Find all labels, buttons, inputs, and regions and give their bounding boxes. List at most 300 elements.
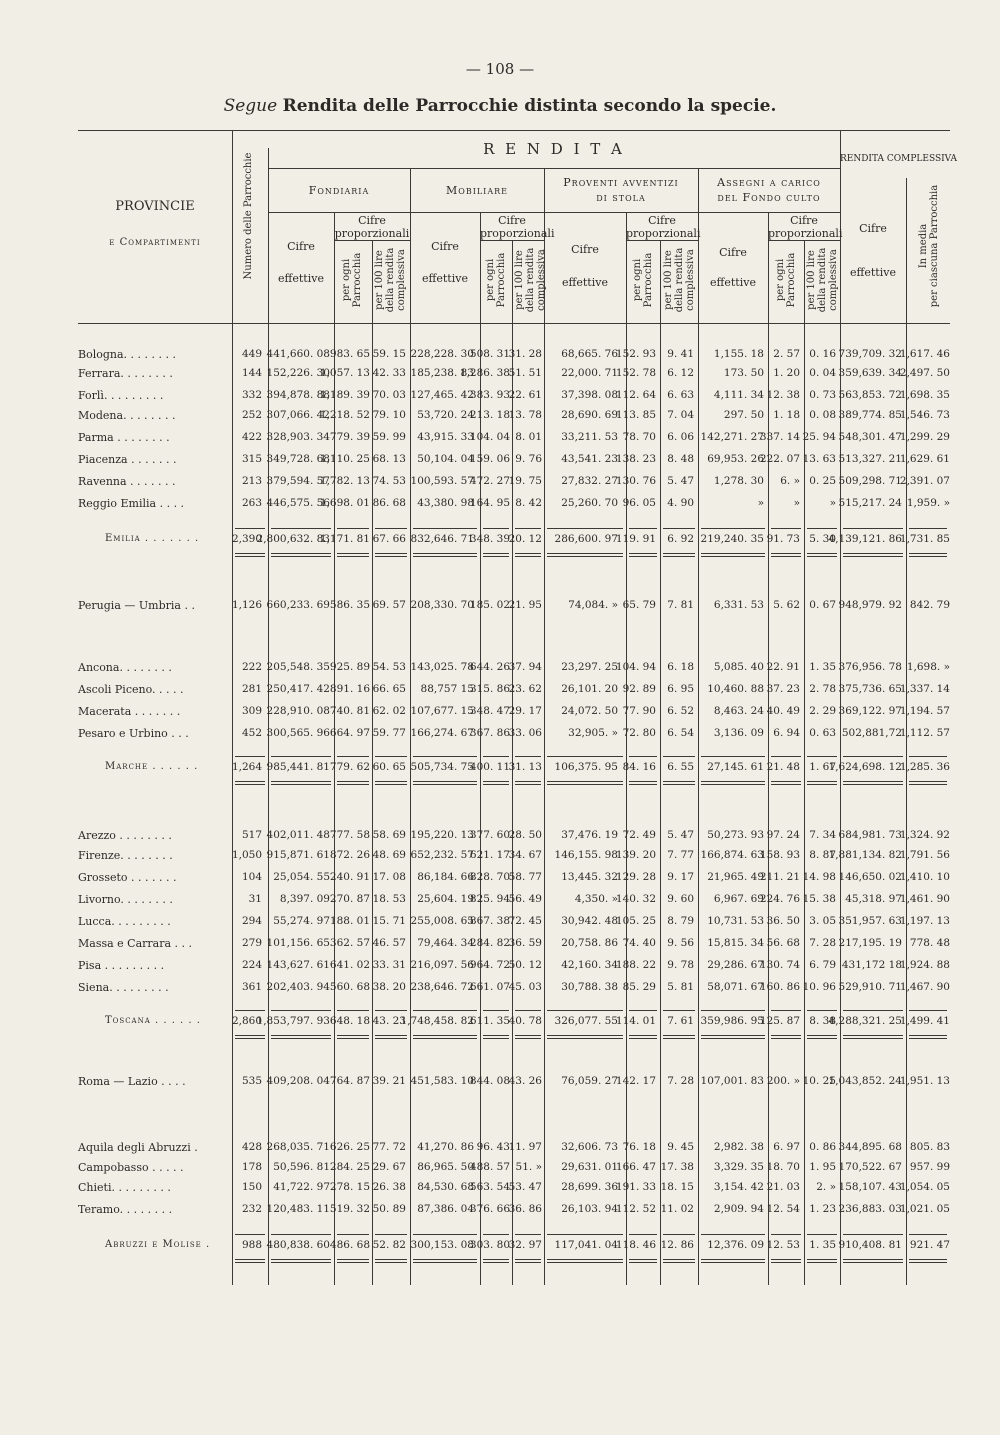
- table-cell: 37,398. 08: [561, 389, 618, 401]
- table-cell: 9. 45: [667, 1141, 694, 1153]
- table-cell: 224. 76: [759, 893, 800, 905]
- table-cell: 41,270. 86: [417, 1141, 474, 1153]
- table-cell: 1. 18: [773, 409, 800, 421]
- table-cell: 1,043,852. 24: [828, 1075, 902, 1087]
- table-cell: 97. 24: [766, 829, 800, 841]
- table-cell: 452: [241, 727, 262, 739]
- table-cell: 6,331. 53: [713, 599, 764, 611]
- table-cell: 53,720. 24: [417, 409, 474, 421]
- table-cell: 15. 71: [372, 915, 406, 927]
- table-cell: 7. 61: [667, 1015, 694, 1027]
- table-cell: 23,297. 25: [561, 661, 618, 673]
- table-cell: 832,646. 71: [410, 533, 474, 545]
- table-cell: 139. 20: [615, 849, 656, 861]
- table-cell: 6. 97: [773, 1141, 800, 1153]
- table-cell: 252: [241, 409, 262, 421]
- table-cell: 7. 81: [667, 599, 694, 611]
- table-cell: 9. 17: [667, 871, 694, 883]
- table-cell: 779. 62: [329, 761, 370, 773]
- table-cell: 2,800,632. 83: [256, 533, 330, 545]
- table-cell: 315. 86: [469, 683, 510, 695]
- table-cell: 278. 15: [329, 1181, 370, 1193]
- table-cell: 42,160. 34: [561, 959, 618, 971]
- table-cell: 1. 20: [773, 367, 800, 379]
- province-row-label: Ferrara. . . . . . . .: [78, 367, 173, 380]
- table-cell: 33. 31: [372, 959, 406, 971]
- province-row-label: Pesaro e Urbino . . .: [78, 727, 189, 740]
- table-cell: 1,499. 41: [899, 1015, 950, 1027]
- table-cell: 6. 92: [667, 533, 694, 545]
- table-cell: 112. 52: [615, 1203, 656, 1215]
- table-cell: 125. 87: [759, 1015, 800, 1027]
- table-cell: 53. 47: [508, 1181, 542, 1193]
- table-cell: 222: [241, 661, 262, 673]
- table-cell: 486. 68: [329, 1239, 370, 1251]
- table-cell: 1. 35: [809, 661, 836, 673]
- table-cell: 152. 78: [615, 367, 656, 379]
- table-cell: 12. 38: [766, 389, 800, 401]
- table-cell: 270. 87: [329, 893, 370, 905]
- table-cell: 50. 12: [508, 959, 542, 971]
- table-cell: 957. 99: [909, 1161, 950, 1173]
- table-cell: 224: [241, 959, 262, 971]
- table-cell: 344,895. 68: [838, 1141, 902, 1153]
- table-cell: 92. 89: [622, 683, 656, 695]
- title-continuation: Segue: [223, 96, 278, 116]
- table-cell: 964. 72: [469, 959, 510, 971]
- table-cell: 1,197. 13: [899, 915, 950, 927]
- table-cell: 28,690. 69: [561, 409, 618, 421]
- table-cell: 7. 28: [667, 1075, 694, 1087]
- table-cell: 18. 53: [372, 893, 406, 905]
- table-cell: 118. 46: [615, 1239, 656, 1251]
- table-cell: 46. 57: [372, 937, 406, 949]
- table-cell: 842. 79: [909, 599, 950, 611]
- table-cell: 6. 79: [809, 959, 836, 971]
- table-cell: 32,606. 73: [561, 1141, 618, 1153]
- table-cell: 15,815. 34: [707, 937, 764, 949]
- province-row-label: Ascoli Piceno. . . . .: [78, 683, 184, 696]
- table-cell: 513,327. 21: [838, 453, 902, 465]
- header-numero-parrocchie: Numero delle Parrocchie: [243, 152, 254, 280]
- table-cell: 86,184. 66: [417, 871, 474, 883]
- table-cell: 25,604. 19: [417, 893, 474, 905]
- table-cell: 232: [241, 1203, 262, 1215]
- table-cell: 117,041. 04: [554, 1239, 618, 1251]
- table-cell: 72. 80: [622, 727, 656, 739]
- table-cell: 59. 99: [372, 431, 406, 443]
- table-cell: 13. 78: [508, 409, 542, 421]
- table-cell: 1,698. 01: [319, 497, 370, 509]
- table-cell: 279: [241, 937, 262, 949]
- table-cell: 779. 39: [329, 431, 370, 443]
- table-cell: 1. 35: [809, 1239, 836, 1251]
- table-cell: 142,271. 27: [700, 431, 764, 443]
- table-cell: 563. 54: [469, 1181, 510, 1193]
- table-cell: 33. 06: [508, 727, 542, 739]
- table-cell: 348. 39: [469, 533, 510, 545]
- table-cell: 777. 58: [329, 829, 370, 841]
- table-cell: 2,390: [231, 533, 262, 545]
- table-cell: 1,050: [231, 849, 262, 861]
- table-cell: 86,965. 50: [417, 1161, 474, 1173]
- table-cell: 2,860: [231, 1015, 262, 1027]
- province-row-label: Bologna. . . . . . . .: [78, 348, 176, 361]
- table-cell: 1,624,698. 12: [828, 761, 902, 773]
- table-cell: 1,324. 92: [899, 829, 950, 841]
- table-cell: 284. 82: [469, 937, 510, 949]
- table-cell: 844. 08: [469, 1075, 510, 1087]
- table-cell: 263: [241, 497, 262, 509]
- table-cell: 45. 03: [508, 981, 542, 993]
- table-cell: 383. 93: [469, 389, 510, 401]
- table-cell: 517: [241, 829, 262, 841]
- province-row-label: Perugia — Umbria . .: [78, 599, 195, 612]
- table-cell: 12. 86: [660, 1239, 694, 1251]
- table-cell: 62. 02: [372, 705, 406, 717]
- province-row-label: Lucca. . . . . . . . .: [78, 915, 171, 928]
- table-cell: 428: [241, 1141, 262, 1153]
- table-cell: 2,391. 07: [899, 475, 950, 487]
- table-cell: 15. 38: [802, 893, 836, 905]
- table-cell: 18. 15: [660, 1181, 694, 1193]
- table-cell: 9. 41: [667, 348, 694, 360]
- table-cell: 27,145. 61: [707, 761, 764, 773]
- table-cell: 925. 89: [329, 661, 370, 673]
- table-cell: 1,629. 61: [899, 453, 950, 465]
- table-cell: 297. 50: [723, 409, 764, 421]
- province-row-label: Pisa . . . . . . . . .: [78, 959, 165, 972]
- table-cell: 0. 25: [809, 475, 836, 487]
- province-row-label: Ancona. . . . . . . .: [78, 661, 172, 674]
- table-cell: 9. 60: [667, 893, 694, 905]
- table-cell: 472. 27: [469, 475, 510, 487]
- table-cell: 18. 70: [766, 1161, 800, 1173]
- header-assegni: Assegni a carico: [717, 176, 821, 189]
- table-cell: 22. 61: [508, 389, 542, 401]
- table-cell: 77. 72: [372, 1141, 406, 1153]
- title-text: Rendita delle Parrocchie distinta secondo la specie.: [282, 96, 777, 116]
- table-cell: 56. 68: [766, 937, 800, 949]
- table-cell: 1,155. 18: [713, 348, 764, 360]
- table-cell: 5,085. 40: [713, 661, 764, 673]
- table-cell: 1,698. »: [906, 661, 950, 673]
- table-cell: 41,722. 97: [273, 1181, 330, 1193]
- table-cell: 222. 07: [759, 453, 800, 465]
- table-cell: 309: [241, 705, 262, 717]
- province-row-label: Reggio Emilia . . . .: [78, 497, 185, 510]
- table-cell: 36. 59: [508, 937, 542, 949]
- header-prop-mobiliare: Cifre proporzionali: [480, 214, 555, 240]
- header-rendita: R E N D I T A: [483, 140, 625, 158]
- table-cell: 1,698. 35: [899, 389, 950, 401]
- header-effettive-fondiaria: effettive: [278, 272, 324, 285]
- table-cell: 50,273. 93: [707, 829, 764, 841]
- table-cell: 6. 12: [667, 367, 694, 379]
- table-cell: 389,774. 85: [838, 409, 902, 421]
- table-cell: 52. 82: [372, 1239, 406, 1251]
- table-cell: 375,736. 65: [838, 683, 902, 695]
- table-cell: 13. 63: [802, 453, 836, 465]
- table-cell: 144: [241, 367, 262, 379]
- table-cell: 91. 73: [766, 533, 800, 545]
- table-cell: 58,071. 67: [707, 981, 764, 993]
- table-cell: 12. 54: [766, 1203, 800, 1215]
- table-cell: 1,853,797. 93: [256, 1015, 330, 1027]
- table-cell: 37. 94: [508, 661, 542, 673]
- table-cell: 529,910. 71: [838, 981, 902, 993]
- table-cell: 10. 25: [802, 1075, 836, 1087]
- table-cell: 300,153. 08: [410, 1239, 474, 1251]
- header-media-parrocchia: In media per ciascuna Parrocchia: [918, 184, 940, 308]
- province-row-label: Macerata . . . . . . .: [78, 705, 181, 718]
- table-cell: 238,646. 72: [410, 981, 474, 993]
- table-cell: 107,001. 83: [700, 1075, 764, 1087]
- table-cell: 29,286. 67: [707, 959, 764, 971]
- table-cell: 240. 91: [329, 871, 370, 883]
- table-cell: 509,298. 71: [838, 475, 902, 487]
- table-cell: 66. 65: [372, 683, 406, 695]
- header-per100-mobiliare: per 100 lire della rendita complessiva: [514, 247, 547, 313]
- table-cell: 21. 03: [766, 1181, 800, 1193]
- table-cell: 29,631. 01: [561, 1161, 618, 1173]
- header-effettive-complessiva: effettive: [850, 266, 896, 279]
- table-cell: 22,000. 71: [561, 367, 618, 379]
- table-cell: 127,465. 42: [410, 389, 474, 401]
- table-cell: 0. 04: [809, 367, 836, 379]
- province-row-label: Modena. . . . . . . .: [78, 409, 176, 422]
- table-cell: 1,286. 38: [459, 367, 510, 379]
- table-cell: 55,274. 97: [273, 915, 330, 927]
- table-cell: 32. 97: [508, 1239, 542, 1251]
- table-cell: 22. 91: [766, 661, 800, 673]
- table-cell: 159. 06: [469, 453, 510, 465]
- province-row-label: Forlì. . . . . . . . .: [78, 389, 164, 402]
- table-cell: 43. 23: [372, 1015, 406, 1027]
- table-cell: 828. 70: [469, 871, 510, 883]
- table-cell: 377. 60: [469, 829, 510, 841]
- table-cell: 286,600. 97: [554, 533, 618, 545]
- table-cell: 367. 86: [469, 727, 510, 739]
- table-cell: 0. 67: [809, 599, 836, 611]
- table-cell: 394,878. 88: [266, 389, 330, 401]
- table-cell: 6. 63: [667, 389, 694, 401]
- table-cell: 9. 56: [667, 937, 694, 949]
- table-cell: 337. 14: [759, 431, 800, 443]
- table-cell: 21. 48: [766, 761, 800, 773]
- table-cell: 112. 64: [615, 389, 656, 401]
- table-cell: 45,318. 97: [845, 893, 902, 905]
- province-row-label: Campobasso . . . . .: [78, 1161, 184, 1174]
- table-cell: 104: [241, 871, 262, 883]
- table-cell: 236,883. 03: [838, 1203, 902, 1215]
- table-cell: 130. 76: [615, 475, 656, 487]
- table-cell: 10,460. 88: [707, 683, 764, 695]
- table-cell: 68. 13: [372, 453, 406, 465]
- table-cell: 1,057. 13: [319, 367, 370, 379]
- table-cell: 67. 66: [372, 533, 406, 545]
- table-cell: 19. 75: [508, 475, 542, 487]
- table-cell: 502,881,72: [841, 727, 902, 739]
- table-cell: 195,220. 13: [410, 829, 474, 841]
- table-cell: 7. 77: [667, 849, 694, 861]
- table-cell: 166,274. 67: [410, 727, 474, 739]
- province-row-label: Chieti. . . . . . . . .: [78, 1181, 171, 1194]
- table-cell: 219,240. 35: [700, 533, 764, 545]
- table-cell: 739,709. 32: [838, 348, 902, 360]
- table-cell: 369,122. 97: [838, 705, 902, 717]
- table-cell: 79. 10: [372, 409, 406, 421]
- table-cell: 6. 06: [667, 431, 694, 443]
- table-cell: 3. 05: [809, 915, 836, 927]
- table-cell: 1,189. 39: [319, 389, 370, 401]
- table-cell: 0. 08: [809, 409, 836, 421]
- table-cell: 43,915. 33: [417, 431, 474, 443]
- table-cell: 17. 08: [372, 871, 406, 883]
- table-cell: 213: [241, 475, 262, 487]
- table-cell: 1,285. 36: [899, 761, 950, 773]
- header-prop-proventi: Cifre proporzionali: [626, 214, 701, 240]
- table-cell: 2. 78: [809, 683, 836, 695]
- table-cell: 449: [241, 348, 262, 360]
- table-cell: 14. 98: [802, 871, 836, 883]
- table-cell: 8,463. 24: [713, 705, 764, 717]
- province-row-label: Arezzo . . . . . . . .: [78, 829, 172, 842]
- table-cell: 59. 15: [372, 348, 406, 360]
- table-cell: 985,441. 81: [266, 761, 330, 773]
- table-cell: 11. 97: [508, 1141, 542, 1153]
- table-cell: 12. 53: [766, 1239, 800, 1251]
- table-cell: 70. 03: [372, 389, 406, 401]
- table-cell: 8,397. 09: [279, 893, 330, 905]
- table-cell: 652,232. 57: [410, 849, 474, 861]
- table-cell: 25. 94: [802, 431, 836, 443]
- table-cell: 548,301. 47: [838, 431, 902, 443]
- table-cell: 563,853. 72: [838, 389, 902, 401]
- header-cifre-assegni: Cifre: [719, 246, 747, 259]
- table-cell: 138. 23: [615, 453, 656, 465]
- table-cell: 376. 66: [469, 1203, 510, 1215]
- table-cell: 1,748,458. 82: [400, 1015, 474, 1027]
- table-cell: 983. 65: [329, 348, 370, 360]
- table-cell: 40. 49: [766, 705, 800, 717]
- table-cell: 170,522. 67: [838, 1161, 902, 1173]
- table-cell: 362. 57: [329, 937, 370, 949]
- header-prop-fondiaria: Cifre proporzionali: [334, 214, 410, 240]
- table-cell: 216,097. 56: [410, 959, 474, 971]
- table-cell: 1. 23: [809, 1203, 836, 1215]
- table-cell: 1,881,134. 82: [828, 849, 902, 861]
- table-cell: 6. 18: [667, 661, 694, 673]
- table-cell: 480,838. 60: [266, 1239, 330, 1251]
- table-cell: 764. 87: [329, 1075, 370, 1087]
- table-cell: 505,734. 75: [410, 761, 474, 773]
- table-cell: 65. 79: [622, 599, 656, 611]
- table-cell: 213. 18: [469, 409, 510, 421]
- table-cell: 1,546. 73: [899, 409, 950, 421]
- table-cell: 152. 93: [615, 348, 656, 360]
- province-row-label: Roma — Lazio . . . .: [78, 1075, 186, 1088]
- table-cell: 2,909. 94: [713, 1203, 764, 1215]
- table-cell: 205,548. 35: [266, 661, 330, 673]
- table-cell: 644. 26: [469, 661, 510, 673]
- table-cell: 519. 32: [329, 1203, 370, 1215]
- table-cell: 32,905. »: [568, 727, 618, 739]
- table-cell: 348. 47: [469, 705, 510, 717]
- table-cell: 202,403. 94: [266, 981, 330, 993]
- table-cell: 255,008. 65: [410, 915, 474, 927]
- table-cell: 178: [241, 1161, 262, 1173]
- header-effettive-proventi: effettive: [562, 276, 608, 289]
- table-cell: 1,731. 85: [899, 533, 950, 545]
- table-cell: 2. »: [816, 1181, 836, 1193]
- table-cell: 400. 11: [469, 761, 510, 773]
- table-cell: 104. 94: [615, 661, 656, 673]
- table-cell: 361: [241, 981, 262, 993]
- table-cell: 2,982. 38: [713, 1141, 764, 1153]
- table-cell: 114. 01: [615, 1015, 656, 1027]
- table-cell: 34. 67: [508, 849, 542, 861]
- table-cell: 59. 77: [372, 727, 406, 739]
- table-cell: 2,497. 50: [899, 367, 950, 379]
- header-prop-assegni: Cifre proporzionali: [768, 214, 843, 240]
- total-row-label: Emilia . . . . . . .: [105, 533, 200, 544]
- province-row-label: Grosseto . . . . . . .: [78, 871, 177, 884]
- table-cell: 166. 47: [615, 1161, 656, 1173]
- table-cell: 1,110. 25: [319, 453, 370, 465]
- table-cell: 143,025. 78: [410, 661, 474, 673]
- table-cell: 39. 21: [372, 1075, 406, 1087]
- table-cell: 31: [248, 893, 262, 905]
- table-cell: 0. 86: [809, 1141, 836, 1153]
- table-cell: »: [829, 497, 836, 509]
- table-cell: 409,208. 04: [266, 1075, 330, 1087]
- table-cell: 76,059. 27: [561, 1075, 618, 1087]
- table-cell: 106,375. 95: [554, 761, 618, 773]
- table-cell: 152,226. 30: [266, 367, 330, 379]
- table-cell: 2. 29: [809, 705, 836, 717]
- table-cell: 9. 76: [515, 453, 542, 465]
- table-cell: 1,021. 05: [899, 1203, 950, 1215]
- table-cell: 872. 26: [329, 849, 370, 861]
- table-cell: 84. 16: [622, 761, 656, 773]
- header-di-stola: di stola: [596, 191, 646, 204]
- table-cell: 50,104. 04: [417, 453, 474, 465]
- table-cell: 1,617. 46: [899, 348, 950, 360]
- table-cell: 72. 49: [622, 829, 656, 841]
- table-cell: 4,288,321. 25: [828, 1015, 902, 1027]
- table-cell: 6. 95: [667, 683, 694, 695]
- table-cell: 626. 25: [329, 1141, 370, 1153]
- table-cell: 140. 32: [615, 893, 656, 905]
- table-cell: 1,467. 90: [899, 981, 950, 993]
- table-cell: 79,464. 34: [417, 937, 474, 949]
- table-cell: 328,903. 34: [266, 431, 330, 443]
- header-fondiaria: Fondiaria: [308, 184, 370, 197]
- table-cell: 33,211. 53: [561, 431, 618, 443]
- table-cell: 300,565. 96: [266, 727, 330, 739]
- table-cell: 661. 07: [469, 981, 510, 993]
- table-cell: 8. 48: [667, 453, 694, 465]
- table-cell: 1,461. 90: [899, 893, 950, 905]
- table-cell: 1,924. 88: [899, 959, 950, 971]
- table-cell: 160. 86: [759, 981, 800, 993]
- table-cell: 20,758. 86: [561, 937, 618, 949]
- table-cell: 217,195. 19: [838, 937, 902, 949]
- table-cell: 1,126: [231, 599, 262, 611]
- table-cell: 0. 16: [809, 348, 836, 360]
- table-cell: 307,066. 42: [266, 409, 330, 421]
